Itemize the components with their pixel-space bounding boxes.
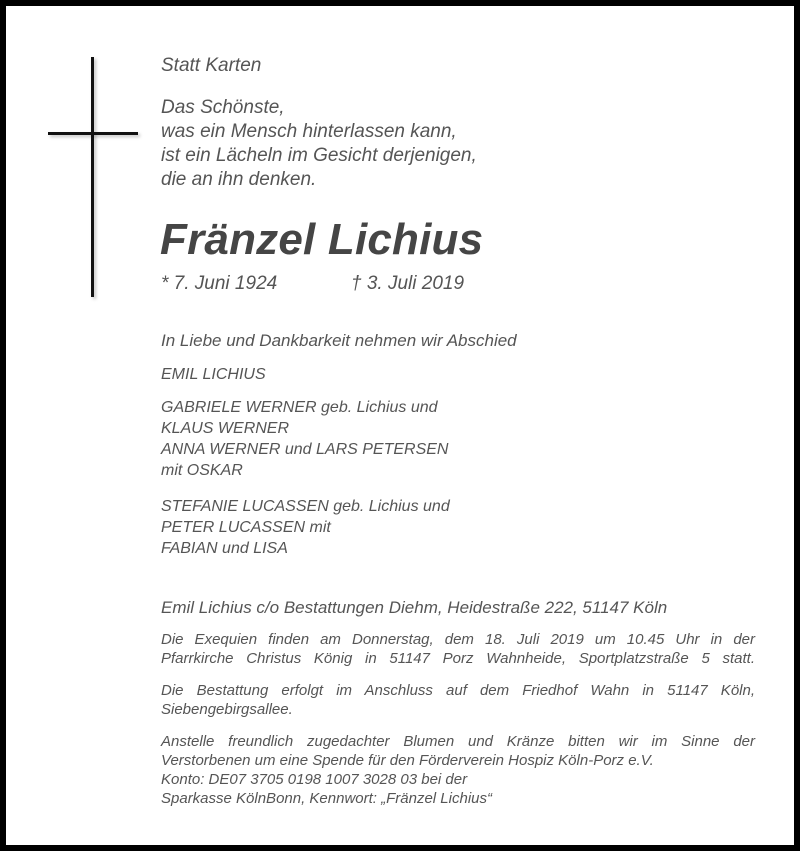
mourner-line: STEFANIE LUCASSEN geb. Lichius und [161,498,450,515]
mourner-name: EMIL LICHIUS [161,366,266,383]
poem-line: was ein Mensch hinterlassen kann, [161,121,457,142]
poem-line: die an ihn denken. [161,169,317,190]
burial-info [161,681,755,719]
mourner-line: FABIAN und LISA [161,540,288,557]
mourner-family [161,496,450,559]
info-line: Verstorbenen um eine Spende für den Förderverein Hospiz Köln-Porz e.V. [161,752,654,769]
poem [161,96,477,192]
exequien-info [161,630,755,668]
mourner-line: PETER LUCASSEN mit [161,519,331,536]
deceased-name: Fränzel Lichius [160,215,484,264]
death-date: † 3. Juli 2019 [351,273,465,294]
cross-icon-bar [48,132,138,135]
contact-address: Emil Lichius c/o Bestattungen Diehm, Heidestraße 222, 51147 Köln [161,598,668,617]
info-line: Die Exequien finden am Donnerstag, dem 18. Juli 2019 um 10.45 Uhr in der [161,631,755,648]
mourner-line: GABRIELE WERNER geb. Lichius und [161,399,438,416]
info-line: Sparkasse KölnBonn, Kennwort: „Fränzel Lichius“ [161,790,492,807]
info-line: Anstelle freundlich zugedachter Blumen und Kränze bitten wir im Sinne der [161,733,755,750]
mourner-line: ANNA WERNER und LARS PETERSEN [161,441,449,458]
info-line: Siebengebirgsallee. [161,701,293,718]
info-line: Konto: DE07 3705 0198 1007 3028 03 bei der [161,771,468,788]
mourner-family [161,397,448,481]
poem-line: ist ein Lächeln im Gesicht derjenigen, [161,145,477,166]
mourner-line: KLAUS WERNER [161,420,290,437]
cross-icon [91,57,94,297]
birth-date: * 7. Juni 1924 [161,273,278,294]
header-text: Statt Karten [161,55,262,76]
farewell-text: In Liebe und Dankbarkeit nehmen wir Abschied [161,331,517,350]
info-line: Pfarrkirche Christus König in 51147 Porz Wahnheide, Sportplatzstraße 5 statt. [161,650,755,667]
poem-line: Das Schönste, [161,97,285,118]
donation-info [161,732,755,808]
mourner-line: mit OSKAR [161,462,243,479]
info-line: Die Bestattung erfolgt im Anschluss auf dem Friedhof Wahn in 51147 Köln, [161,682,755,699]
